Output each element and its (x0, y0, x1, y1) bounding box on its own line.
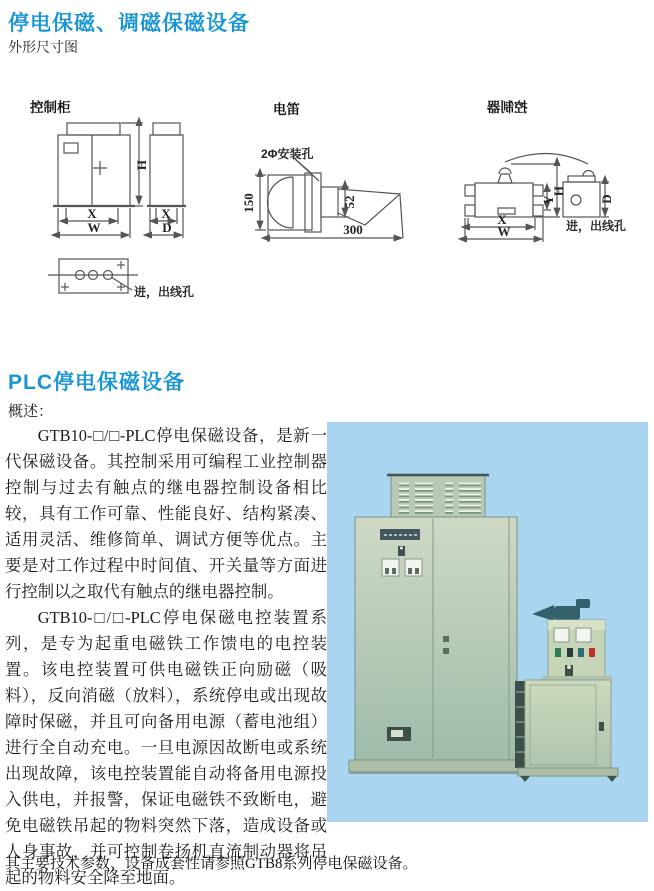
vent-louvers-right (445, 481, 481, 514)
small-meter-right (576, 628, 591, 642)
controller-front-view (465, 168, 543, 217)
dim-label-h: H (134, 159, 149, 171)
panel-meter-right (405, 559, 422, 576)
photo-control-panel (548, 620, 605, 678)
button-red (589, 648, 595, 657)
dim-label-w: W (87, 220, 101, 235)
small-meter-left (554, 628, 569, 642)
dim-label-x2: X (497, 212, 507, 227)
dim-label-d2: D (599, 194, 614, 204)
drawing-label-control-cabinet: 控制柜 (30, 100, 71, 115)
mount-holes-note: 2Φ安装孔 (261, 147, 314, 161)
side-vent (515, 681, 526, 768)
dim-label-y: Y (541, 195, 556, 205)
dim-label-w2: W (497, 224, 511, 239)
wire-holes-note-2: 进，出线孔 (566, 219, 627, 233)
dim-label-150: 150 (241, 193, 256, 213)
dim-label-300: 300 (343, 222, 363, 237)
controller-drawing (448, 138, 654, 260)
dim-label-x-side: X (161, 206, 171, 221)
dim-label-d: D (162, 220, 172, 235)
photo-large-cabinet (349, 475, 523, 774)
controller-side-view (563, 171, 600, 218)
outline-dimension-label: 外形尺寸图 (8, 39, 78, 55)
button-dark (567, 648, 573, 657)
panel-meter-left (382, 559, 399, 576)
vent-louvers-left (399, 481, 433, 514)
paragraph-1: GTB10-□/□-PLC停电保磁设备，是新一代保磁设备。其控制采用可编程工业控制器控制与过去有触点的继电器控制设备相比较，具有工作可靠、性能良好、结构紧凑、适用灵活、维修简单、调试方便等优点。主要是对工作过程中时间值、开关量等方面进行控制以之取代有触点的继电器控制。 (5, 426, 327, 601)
product-photo (327, 422, 648, 822)
cabinet-front-view (53, 123, 135, 206)
dim-label-x-front: X (87, 206, 97, 221)
section2-title: PLC停电保磁设备 (8, 371, 185, 394)
cabinet-bottom-view (48, 259, 138, 293)
paragraph-2: GTB10-□/□-PLC停电保磁电控装置系列，是专为起重电磁铁工作馈电的电控装置。该电控装置可供电磁铁正向励磁（吸料），反向消磁（放料），系统停电或出现故障时保磁，并且可向备用电源（蓄电池组）进行全自动充电。一旦电源因故断电或系统出现故障，该电控装置能自动将备用电源投入供电，并报警，保证电磁铁不致断电，避免电磁铁吊起的物料突然下落，造成设备或人身事故，并可控制卷扬机直流制动器将吊起的物料安全降至地面。 (5, 608, 327, 887)
button-green (555, 648, 561, 657)
overview-label: 概述： (8, 403, 54, 420)
wire-holes-note: 进，出线孔 (134, 285, 195, 299)
button-teal (578, 648, 584, 657)
footer-note: 其主要技术参数、设备成套性请参照GTB8系列停电保磁设备。 (5, 856, 418, 872)
horn-body (268, 173, 401, 232)
photo-lower-box (525, 680, 611, 768)
electric-horn-drawing (243, 123, 423, 248)
drawing-label-controller: 控制器 (487, 100, 528, 115)
dim-label-52: 52 (342, 195, 357, 209)
door-latch (599, 722, 604, 731)
body-text (5, 423, 327, 891)
drawing-label-electric-horn: 电笛 (273, 102, 300, 117)
door-handle (387, 727, 411, 741)
section1-title: 停电保磁、调磁保磁设备 (8, 12, 250, 35)
control-cabinet-drawing (28, 113, 243, 313)
projection-arc (505, 153, 588, 164)
dim-label-h2: H (551, 185, 566, 197)
